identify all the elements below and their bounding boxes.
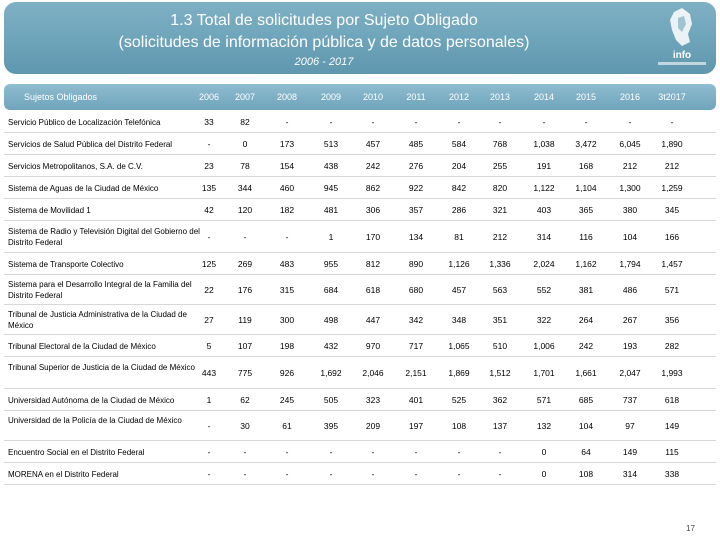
table-cell: 1,006 [533, 341, 555, 351]
column-header-year: 2010 [362, 92, 384, 102]
table-cell: 3,472 [575, 139, 597, 149]
table-cell: 1,104 [575, 183, 597, 193]
column-header-year: 2008 [276, 92, 298, 102]
info-logo [652, 6, 712, 68]
table-cell: 33 [204, 117, 214, 127]
table-cell: 401 [408, 395, 424, 405]
row-label: Tribunal Superior de Justicia de la Ciudad de México [8, 363, 195, 372]
table-cell: 1,122 [533, 183, 555, 193]
column-header-year: 2007 [234, 92, 256, 102]
table-cell: - [285, 447, 289, 457]
table-cell: - [207, 421, 211, 431]
table-cell: 1,794 [619, 259, 641, 269]
row-label: Universidad Autónoma de la Ciudad de México [8, 395, 175, 405]
table-header [4, 84, 716, 110]
table-cell: 820 [492, 183, 508, 193]
table-row [4, 305, 716, 335]
column-header-year: 3t2017 [658, 92, 686, 102]
table-cell: 351 [492, 315, 508, 325]
table-cell: 485 [408, 139, 424, 149]
table-cell: 486 [622, 285, 638, 295]
table-cell: 61 [282, 421, 292, 431]
table-cell: 30 [240, 421, 250, 431]
table-cell: 403 [536, 205, 552, 215]
table-cell: 64 [581, 447, 591, 457]
table-row [4, 335, 716, 357]
table-cell: 812 [365, 259, 381, 269]
table-cell: 22 [204, 285, 214, 295]
table-cell: 395 [323, 421, 339, 431]
table-cell: 173 [279, 139, 295, 149]
table-row [4, 253, 716, 275]
table-cell: 2,024 [533, 259, 555, 269]
table-cell: 135 [201, 183, 217, 193]
table-cell: 193 [622, 341, 638, 351]
table-cell: 197 [408, 421, 424, 431]
row-label: Sistema de Movilidad 1 [8, 205, 91, 215]
table-row [4, 133, 716, 155]
table-cell: 255 [492, 161, 508, 171]
table-cell: 306 [365, 205, 381, 215]
table-cell: 42 [204, 205, 214, 215]
table-cell: 23 [204, 161, 214, 171]
table-cell: 269 [237, 259, 253, 269]
table-cell: 447 [365, 315, 381, 325]
table-cell: - [498, 117, 502, 127]
table-cell: 1,993 [661, 368, 683, 378]
table-cell: 264 [578, 315, 594, 325]
table-cell: - [243, 232, 247, 242]
table-cell: 890 [408, 259, 424, 269]
table-cell: - [371, 447, 375, 457]
row-label: Sistema de Transporte Colectivo [8, 259, 124, 269]
table-row [4, 221, 716, 253]
table-cell: 1,692 [320, 368, 342, 378]
table-cell: 1,126 [448, 259, 470, 269]
table-cell: 348 [451, 315, 467, 325]
table-cell: 457 [365, 139, 381, 149]
table-cell: 862 [365, 183, 381, 193]
table-cell: 1,300 [619, 183, 641, 193]
table-cell: 345 [664, 205, 680, 215]
row-label: MORENA en el Distrito Federal [8, 469, 119, 479]
year-range: 2006 - 2017 [294, 56, 354, 68]
table-cell: 108 [451, 421, 467, 431]
table-cell: 108 [578, 469, 594, 479]
table-cell: 0 [541, 469, 547, 479]
row-label: Servicios de Salud Pública del Distrito Federal [8, 139, 173, 149]
table-cell: 737 [622, 395, 638, 405]
table-cell: 1,038 [533, 139, 555, 149]
table-cell: - [207, 139, 211, 149]
table-cell: - [670, 117, 674, 127]
column-header-year: 2016 [619, 92, 641, 102]
row-label: Encuentro Social en el Distrito Federal [8, 447, 145, 457]
table-cell: 513 [323, 139, 339, 149]
table-cell: 717 [408, 341, 424, 351]
table-cell: 27 [204, 315, 214, 325]
table-cell: - [414, 447, 418, 457]
column-header-year: 2011 [406, 92, 426, 102]
title-banner [4, 2, 716, 74]
table-row [4, 357, 716, 389]
table-cell: 286 [451, 205, 467, 215]
table-cell: 1,661 [575, 368, 597, 378]
table-cell: 182 [279, 205, 295, 215]
table-cell: 618 [365, 285, 381, 295]
table-cell: - [285, 232, 289, 242]
table-cell: 1,457 [661, 259, 683, 269]
row-label: Sistema de Aguas de la Ciudad de México [8, 183, 159, 193]
table-cell: 1,869 [448, 368, 470, 378]
table-cell: 356 [664, 315, 680, 325]
table-cell: 107 [237, 341, 253, 351]
row-label: Sistema para el Desarrollo Integral de la Familia del Distrito Federal [8, 280, 192, 300]
page-number: 17 [686, 524, 695, 533]
table-cell: 300 [279, 315, 295, 325]
table-cell: 323 [365, 395, 381, 405]
table-cell: 5 [206, 341, 212, 351]
table-cell: 282 [664, 341, 680, 351]
table-cell: 212 [622, 161, 638, 171]
table-cell: 204 [451, 161, 467, 171]
table-cell: 584 [451, 139, 467, 149]
row-label: Servicio Público de Localización Telefónica [8, 117, 161, 127]
table-cell: 510 [492, 341, 508, 351]
table-cell: 1,336 [489, 259, 511, 269]
table-cell: 1,065 [448, 341, 470, 351]
table-cell: 315 [279, 285, 295, 295]
table-cell: - [285, 469, 289, 479]
table-cell: - [243, 447, 247, 457]
table-cell: 62 [240, 395, 250, 405]
table-cell: 78 [240, 161, 250, 171]
table-cell: 842 [451, 183, 467, 193]
row-label: Servicios Metropolitanos, S.A. de C.V. [8, 161, 143, 171]
row-label: Tribunal Electoral de la Ciudad de México [8, 341, 156, 351]
table-row [4, 155, 716, 177]
table-cell: 116 [579, 232, 593, 242]
table-cell: 1,162 [575, 259, 597, 269]
row-label: Sistema de Radio y Televisión Digital del Gobierno del Distrito Federal [8, 227, 200, 247]
row-label: Tribunal de Justicia Administrativa de la Ciudad de México [8, 310, 187, 330]
column-header-sujetos: Sujetos Obligados [24, 92, 98, 102]
table-cell: 680 [408, 285, 424, 295]
table-cell: 0 [541, 447, 547, 457]
column-header-year: 2015 [575, 92, 597, 102]
table-cell: 460 [279, 183, 295, 193]
table-cell: - [414, 117, 418, 127]
table-cell: 955 [323, 259, 339, 269]
column-header-year: 2012 [448, 92, 470, 102]
table-cell: 134 [408, 232, 424, 242]
column-header-year: 2013 [489, 92, 511, 102]
table-cell: 6,045 [619, 139, 641, 149]
table-cell: 209 [365, 421, 381, 431]
table-cell: 154 [279, 161, 295, 171]
table-cell: 170 [365, 232, 381, 242]
table-cell: 1,259 [661, 183, 683, 193]
table-cell: - [207, 232, 211, 242]
table-cell: 945 [323, 183, 339, 193]
table-cell: 149 [664, 421, 680, 431]
table-cell: - [285, 117, 289, 127]
city-map-icon [652, 6, 712, 50]
table-cell: - [584, 117, 588, 127]
table-cell: 125 [201, 259, 217, 269]
table-cell: 342 [408, 315, 424, 325]
table-cell: 2,046 [362, 368, 384, 378]
table-cell: 314 [622, 469, 638, 479]
table-cell: 149 [622, 447, 638, 457]
table-cell: 321 [492, 205, 508, 215]
table-cell: 563 [492, 285, 508, 295]
table-cell: 970 [365, 341, 381, 351]
table-cell: 571 [536, 395, 552, 405]
table-row [4, 389, 716, 411]
table-cell: 276 [408, 161, 424, 171]
table-cell: 443 [201, 368, 217, 378]
table-cell: - [542, 117, 546, 127]
table-cell: 362 [492, 395, 508, 405]
table-cell: 212 [664, 161, 680, 171]
table-row [4, 441, 716, 463]
table-cell: 365 [578, 205, 594, 215]
table-cell: 344 [237, 183, 253, 193]
table-cell: 1,701 [533, 368, 555, 378]
column-header-year: 2006 [198, 92, 220, 102]
table-cell: 168 [578, 161, 594, 171]
table-cell: 314 [536, 232, 552, 242]
table-cell: 571 [664, 285, 680, 295]
table-cell: 82 [240, 117, 250, 127]
table-cell: 198 [279, 341, 295, 351]
table-cell: 1,512 [489, 368, 511, 378]
table-cell: 768 [492, 139, 508, 149]
table-cell: - [207, 447, 211, 457]
table-cell: 132 [536, 421, 552, 431]
table-cell: 242 [578, 341, 594, 351]
column-header-year: 2014 [533, 92, 555, 102]
table-cell: 552 [536, 285, 552, 295]
table-cell: 81 [454, 232, 464, 242]
table-row [4, 177, 716, 199]
table-cell: 357 [408, 205, 424, 215]
table-cell: 922 [408, 183, 424, 193]
table-cell: 684 [323, 285, 339, 295]
table-cell: - [457, 447, 461, 457]
table-cell: 104 [622, 232, 638, 242]
table-cell: 505 [323, 395, 339, 405]
table-cell: 137 [492, 421, 508, 431]
table-row [4, 199, 716, 221]
table-cell: 166 [664, 232, 680, 242]
table-cell: 1 [328, 232, 334, 242]
table-cell: - [628, 117, 632, 127]
table-cell: 432 [323, 341, 339, 351]
table-cell: 498 [323, 315, 339, 325]
table-cell: 775 [237, 368, 253, 378]
table-cell: - [371, 469, 375, 479]
table-row [4, 463, 716, 485]
page-title: 1.3 Total de solicitudes por Sujeto Obligado [170, 12, 478, 29]
table-cell: 525 [451, 395, 467, 405]
table-cell: - [457, 469, 461, 479]
table-cell: - [414, 469, 418, 479]
table-cell: - [329, 117, 333, 127]
table-cell: - [329, 469, 333, 479]
table-cell: 212 [492, 232, 508, 242]
table-cell: 2,151 [405, 368, 427, 378]
page-subtitle: (solicitudes de información pública y de datos personales) [118, 34, 530, 51]
table-cell: 104 [578, 421, 594, 431]
table-cell: 97 [625, 421, 635, 431]
table-row [4, 275, 716, 305]
table-cell: 1,890 [661, 139, 683, 149]
table-cell: 338 [664, 469, 680, 479]
table-cell: 685 [578, 395, 594, 405]
table-cell: 380 [622, 205, 638, 215]
table-cell: - [207, 469, 211, 479]
table-cell: - [371, 117, 375, 127]
logo-caption-line [658, 62, 706, 65]
table-cell: 191 [536, 161, 552, 171]
table-cell: 120 [237, 205, 253, 215]
table-cell: 1 [206, 395, 212, 405]
table-cell: 176 [237, 285, 253, 295]
table-cell: - [329, 447, 333, 457]
table-cell: 457 [451, 285, 467, 295]
table-cell: - [457, 117, 461, 127]
table-cell: 267 [622, 315, 638, 325]
table-cell: 0 [242, 139, 248, 149]
table-cell: 483 [279, 259, 295, 269]
table-cell: 438 [323, 161, 339, 171]
table-cell: 242 [365, 161, 381, 171]
table-cell: 245 [279, 395, 295, 405]
table-cell: 381 [578, 285, 594, 295]
table-cell: 481 [323, 205, 339, 215]
logo-text: info [672, 50, 692, 61]
table-cell: 926 [279, 368, 295, 378]
table-row [4, 111, 716, 133]
column-header-year: 2009 [320, 92, 342, 102]
table-cell: 119 [238, 315, 252, 325]
table-cell: 115 [665, 447, 679, 457]
table-cell: 322 [536, 315, 552, 325]
table-cell: 618 [664, 395, 680, 405]
table-cell: - [498, 469, 502, 479]
table-row [4, 411, 716, 441]
table-cell: - [243, 469, 247, 479]
table-cell: 2,047 [619, 368, 641, 378]
table-cell: - [498, 447, 502, 457]
row-label: Universidad de la Policía de la Ciudad de México [8, 416, 182, 425]
